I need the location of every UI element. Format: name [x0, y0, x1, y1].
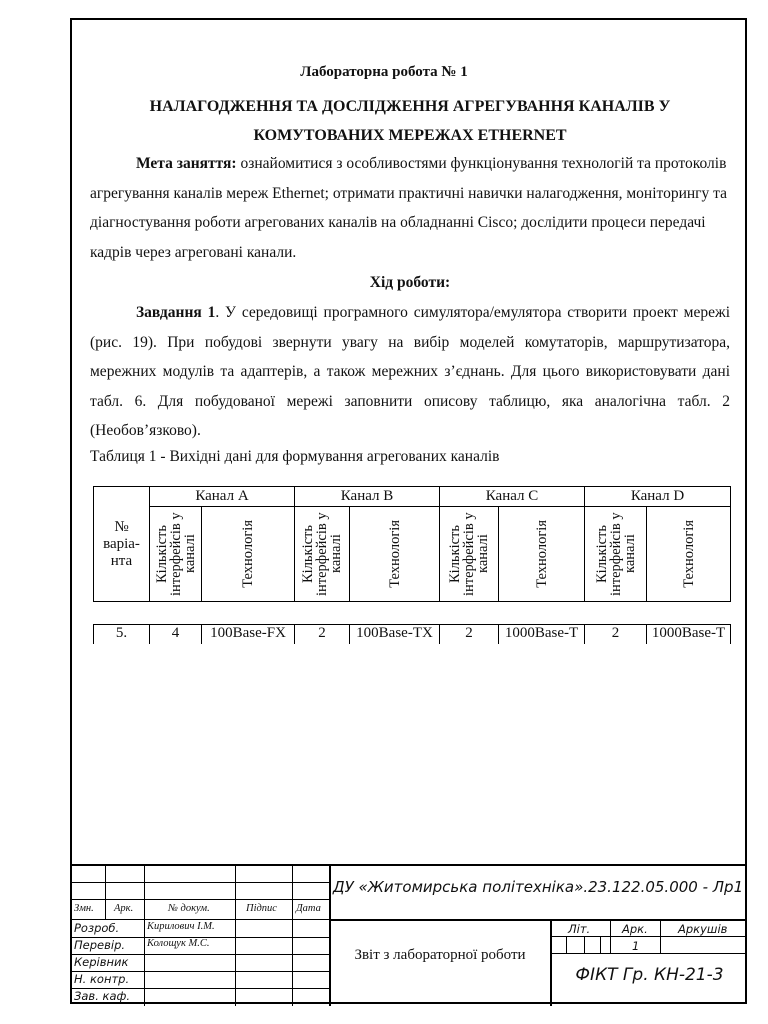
- report-title: Звіт з лабораторної роботи: [354, 947, 526, 963]
- name-pereviv: Колощук М.С.: [147, 938, 210, 949]
- hdr-ark: Арк.: [114, 903, 134, 914]
- cell-tech-b: 100Base-TX: [349, 624, 440, 644]
- cell-variant: 5.: [93, 624, 150, 644]
- tech-header-d: Технологія: [646, 506, 731, 602]
- arkushiv-label: Аркушів: [678, 922, 728, 936]
- cell-count-b: 2: [294, 624, 350, 644]
- channel-d-header: Канал D: [584, 486, 731, 507]
- cell-tech-a: 100Base-FX: [201, 624, 295, 644]
- table-caption: Таблиця 1 - Вихідні дані для формування агрегованих каналів: [90, 448, 500, 465]
- table-row: [93, 624, 731, 644]
- task-text: . У середовищі програмного симулятора/емулятора створити проект мережі (рис. 19). При побудові звернути увагу на вибір моделей комутаторів, маршрутизатора, мережних модулів та адаптерів, а також мережних з’єднань. Для цього використовувати дані табл. 6. Для побудованої мережі заповнити описову таблицю, яка аналогічна табл. 2 (Необов’язково).: [90, 304, 730, 439]
- hdr-dokum: № докум.: [168, 903, 210, 914]
- tech-header-a: Технологія: [201, 506, 295, 602]
- document-code: ДУ «Житомирська політехніка».23.122.05.000 - Лр1: [332, 878, 744, 896]
- cell-tech-c: 1000Base-T: [498, 624, 585, 644]
- revision-grid: [70, 866, 329, 920]
- task-label: Завдання 1: [136, 304, 216, 321]
- cell-count-d: 2: [584, 624, 647, 644]
- signature-grid: [70, 920, 329, 1006]
- hdr-zmn: Змн.: [74, 903, 94, 914]
- channel-b-header: Канал B: [294, 486, 440, 507]
- goal-text: ознайомитися з особливостями функціонування технологій та протоколів агрегування каналів мереж Ethernet; отримати практичні навички налагодження, моніторингу та діагностування роботи агрегованих каналів на обладнанні Cisco; дослідити процеси передачі кадрів через агреговані канали.: [90, 155, 728, 261]
- cell-count-c: 2: [439, 624, 499, 644]
- title-block: [70, 864, 747, 1004]
- count-header-d: Кількість інтерфейсів у каналі: [584, 506, 647, 602]
- lit-label: Літ.: [568, 922, 591, 936]
- cell-count-a: 4: [149, 624, 202, 644]
- hdr-pidpys: Підпис: [246, 903, 277, 914]
- ark-label: Арк.: [622, 922, 648, 936]
- count-header-b: Кількість інтерфейсів у каналі: [294, 506, 350, 602]
- row-zavkaf-label: Зав. каф.: [74, 989, 130, 1003]
- row-rozrob-label: Розроб.: [74, 921, 120, 935]
- main-title: НАЛАГОДЖЕННЯ ТА ДОСЛІДЖЕННЯ АГРЕГУВАННЯ КАНАЛІВ У КОМУТОВАНИХ МЕРЕЖАХ ETHERNET: [149, 98, 671, 144]
- row-pereviv-label: Перевір.: [74, 938, 126, 952]
- channel-c-header: Канал C: [439, 486, 585, 507]
- progress-heading: Хід роботи:: [369, 274, 451, 291]
- channel-a-header: Канал A: [149, 486, 295, 507]
- count-header-c: Кількість інтерфейсів у каналі: [439, 506, 499, 602]
- goal-paragraph: [90, 149, 730, 267]
- variant-header: № варіа-нта: [93, 486, 150, 602]
- group-label: ФІКТ Гр. КН-21-3: [575, 965, 724, 985]
- task-paragraph: [90, 298, 730, 446]
- lab-title: Лабораторна робота № 1: [300, 64, 468, 80]
- cell-tech-d: 1000Base-T: [646, 624, 731, 644]
- sheet-number: 1: [632, 939, 640, 953]
- row-kerivnyk-label: Керівник: [74, 955, 129, 969]
- hdr-data: Дата: [296, 903, 321, 914]
- goal-label: Мета заняття:: [136, 155, 237, 172]
- name-rozrob: Кирилович І.М.: [147, 921, 215, 932]
- tech-header-c: Технологія: [498, 506, 585, 602]
- row-nkontr-label: Н. контр.: [74, 972, 130, 986]
- count-header-a: Кількість інтерфейсів у каналі: [149, 506, 202, 602]
- tech-header-b: Технологія: [349, 506, 440, 602]
